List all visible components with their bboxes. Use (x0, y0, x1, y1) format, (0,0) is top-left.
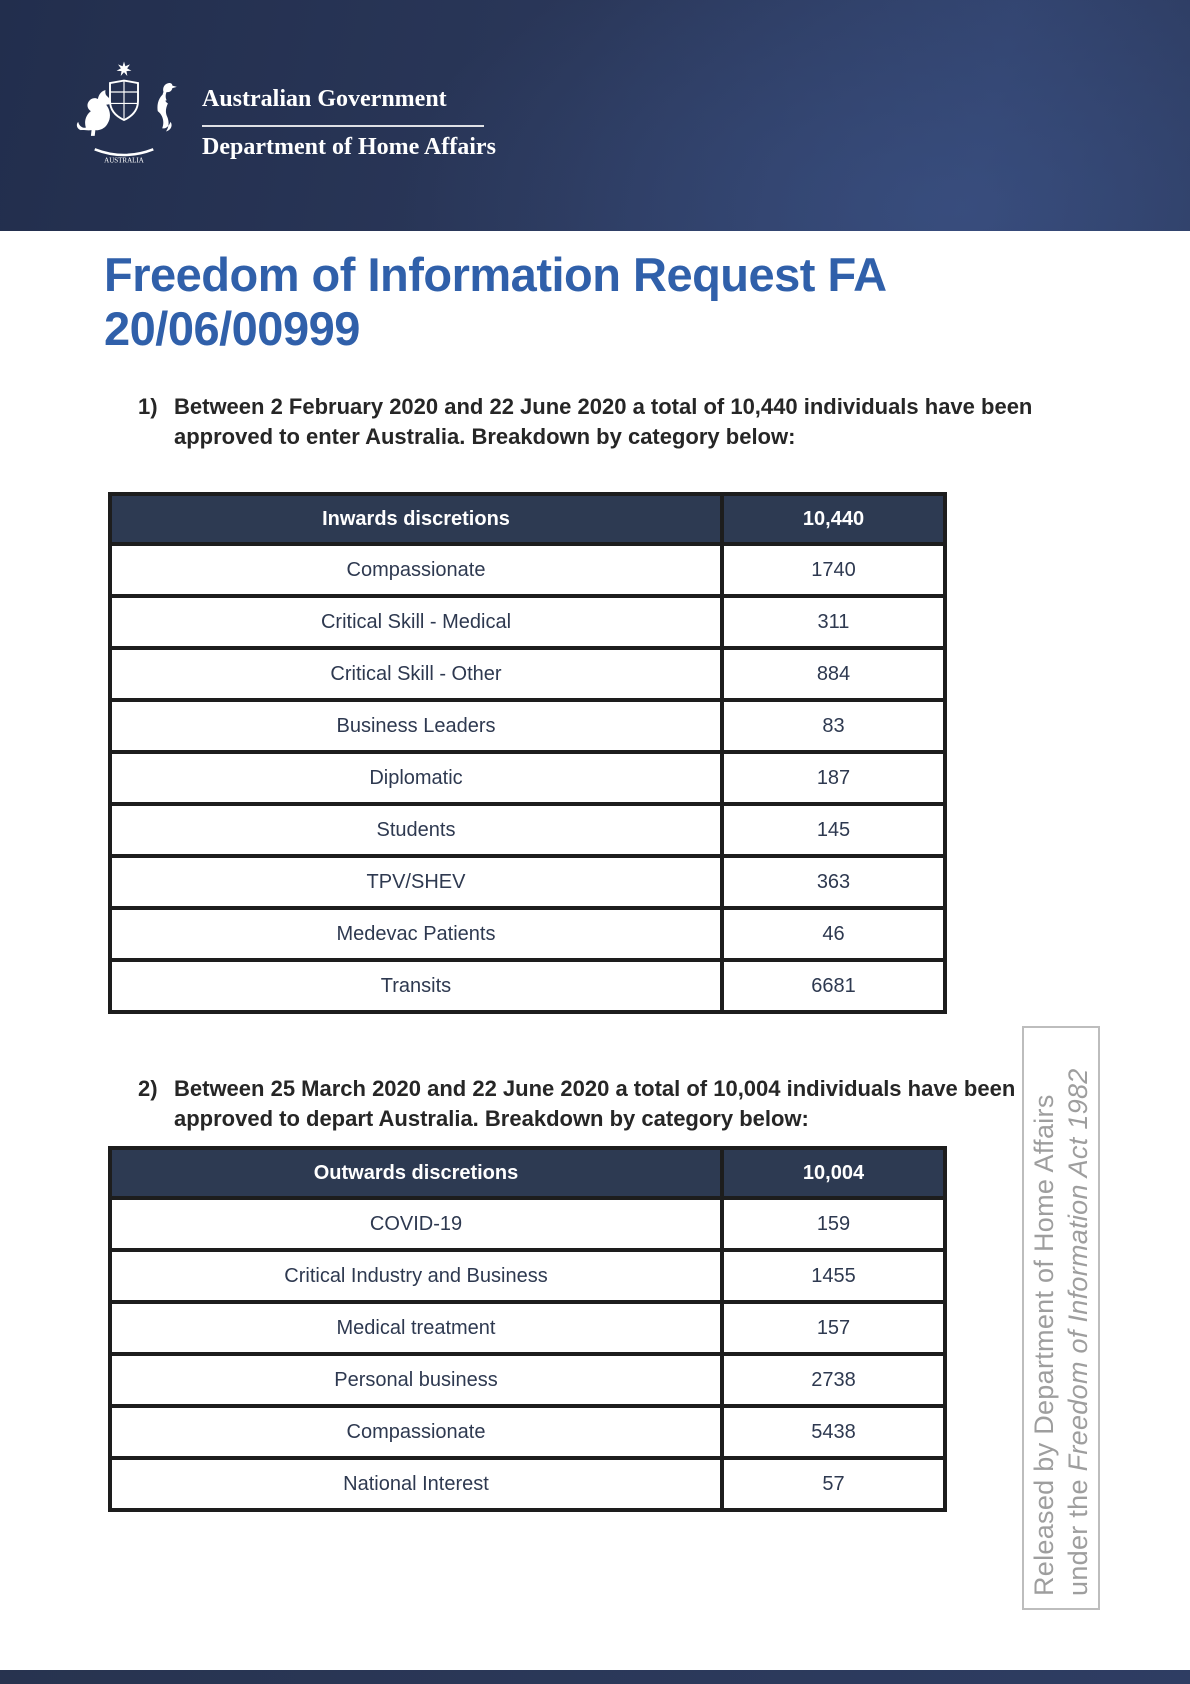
value-cell: 1455 (722, 1250, 945, 1302)
table-row (110, 1354, 945, 1406)
table-header-row (110, 494, 945, 544)
category-cell: Critical Skill - Other (110, 648, 722, 700)
item-number: 2) (138, 1076, 158, 1101)
page-title-line2: 20/06/00999 (104, 302, 360, 355)
table-row (110, 804, 945, 856)
value-cell: 363 (722, 856, 945, 908)
emu-neck-icon (163, 83, 177, 102)
star-icon (117, 61, 132, 76)
value-cell: 6681 (722, 960, 945, 1012)
value-cell: 157 (722, 1302, 945, 1354)
category-cell: Critical Industry and Business (110, 1250, 722, 1302)
stamp-line2: under the Freedom of Information Act 1982 (1063, 1068, 1093, 1596)
department-name: Department of Home Affairs (202, 134, 496, 160)
government-name: Australian Government (202, 86, 447, 112)
table-row (110, 596, 945, 648)
category-cell: Medevac Patients (110, 908, 722, 960)
category-cell: National Interest (110, 1458, 722, 1510)
australian-coat-of-arms-icon (54, 48, 194, 178)
value-cell: 1740 (722, 544, 945, 596)
table-header-value: 10,004 (722, 1148, 945, 1198)
inwards-discretions-table (108, 492, 947, 1014)
table-row (110, 544, 945, 596)
category-cell: COVID-19 (110, 1198, 722, 1250)
value-cell: 2738 (722, 1354, 945, 1406)
page-title (104, 248, 1004, 356)
category-cell: Students (110, 804, 722, 856)
value-cell: 145 (722, 804, 945, 856)
value-cell: 159 (722, 1198, 945, 1250)
value-cell: 46 (722, 908, 945, 960)
category-cell: Business Leaders (110, 700, 722, 752)
table-row (110, 960, 945, 1012)
table-header-value: 10,440 (722, 494, 945, 544)
category-cell: Compassionate (110, 544, 722, 596)
category-cell: TPV/SHEV (110, 856, 722, 908)
table-row (110, 856, 945, 908)
kangaroo-icon (77, 90, 110, 136)
value-cell: 5438 (722, 1406, 945, 1458)
category-cell: Transits (110, 960, 722, 1012)
table-row (110, 1458, 945, 1510)
banner-divider-line (202, 125, 484, 127)
table-row (110, 752, 945, 804)
table-row (110, 908, 945, 960)
value-cell: 57 (722, 1458, 945, 1510)
numbered-item-1 (138, 392, 1034, 452)
value-cell: 83 (722, 700, 945, 752)
item-text: Between 2 February 2020 and 22 June 2020 a total of 10,440 individuals have been approved to enter Australia. Breakdown by category below: (174, 394, 1033, 449)
foi-release-stamp-text (1024, 1028, 1098, 1608)
category-cell: Compassionate (110, 1406, 722, 1458)
table-row (110, 1302, 945, 1354)
footer-bar (0, 1670, 1190, 1684)
table-header-label: Outwards discretions (110, 1148, 722, 1198)
item-number: 1) (138, 394, 158, 419)
category-cell: Personal business (110, 1354, 722, 1406)
stamp-line1: Released by Department of Home Affairs (1029, 1094, 1059, 1596)
table-header-row (110, 1148, 945, 1198)
page-title-line1: Freedom of Information Request FA (104, 248, 887, 301)
scroll-icon (95, 149, 154, 155)
table-row (110, 648, 945, 700)
category-cell: Diplomatic (110, 752, 722, 804)
table-row (110, 1406, 945, 1458)
value-cell: 187 (722, 752, 945, 804)
table-row (110, 1250, 945, 1302)
table-header-label: Inwards discretions (110, 494, 722, 544)
value-cell: 311 (722, 596, 945, 648)
category-cell: Medical treatment (110, 1302, 722, 1354)
numbered-item-2 (138, 1074, 1034, 1134)
table-row (110, 1198, 945, 1250)
crest-motto: AUSTRALIA (104, 156, 144, 165)
item-text: Between 25 March 2020 and 22 June 2020 a total of 10,004 individuals have been approved to depart Australia. Breakdown by category below: (174, 1076, 1016, 1131)
category-cell: Critical Skill - Medical (110, 596, 722, 648)
header-banner (0, 0, 1190, 231)
table-row (110, 700, 945, 752)
outwards-discretions-table (108, 1146, 947, 1512)
value-cell: 884 (722, 648, 945, 700)
